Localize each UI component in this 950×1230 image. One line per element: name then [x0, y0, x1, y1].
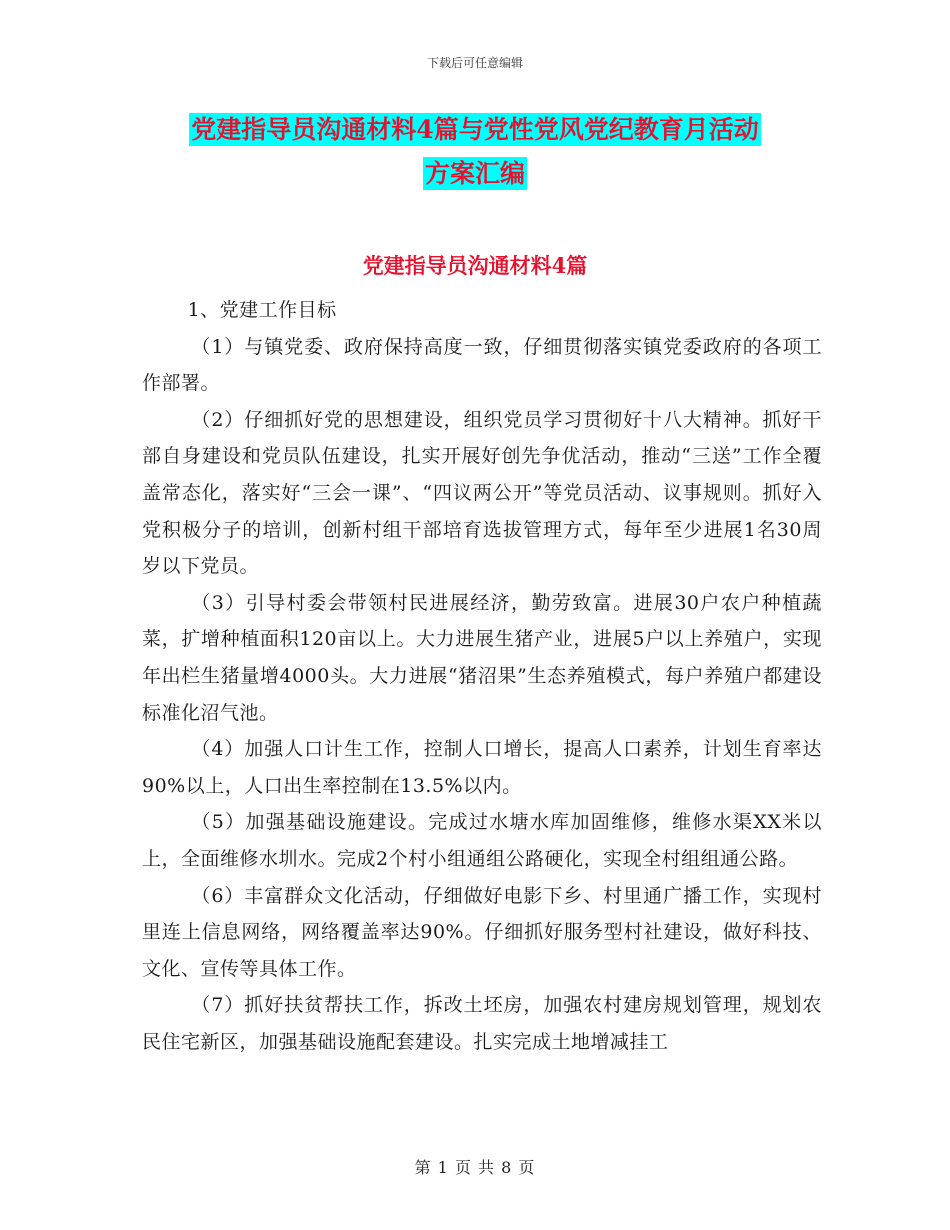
body-paragraph: （4）加强人口计生工作，控制人口增长，提高人口素养，计划生育率达90%以上，人口出生率控制在13.5%以内。 — [142, 738, 822, 797]
page-header-note: 下载后可任意编辑 — [426, 56, 523, 70]
body-paragraph: （2）仔细抓好党的思想建设，组织党员学习贯彻好十八大精神。抓好干部自身建设和党员队伍建设，扎实开展好创先争优活动，推动“三送”工作全覆盖常态化，落实好“三会一课”、“四议两公开”等党员活动、议事规则。抓好入党积极分子的培训，创新村组干部培育选拔管理方式，每年至少进展1名30周岁以下党员。 — [142, 408, 822, 578]
document-title — [0, 108, 950, 196]
body-paragraph: （5）加强基础设施建设。完成过水塘水库加固维修，维修水渠XX米以上，全面维修水圳水。完成2个村小组通组公路硬化，实现全村组组通公路。 — [142, 811, 822, 870]
section-title: 党建指导员沟通材料4篇 — [362, 253, 588, 278]
document-title-line1: 党建指导员沟通材料4篇与党性党风党纪教育月活动 — [191, 115, 759, 144]
document-body — [142, 292, 822, 1060]
body-paragraph: （1）与镇党委、政府保持高度一致，仔细贯彻落实镇党委政府的各项工作部署。 — [142, 335, 822, 395]
page-number-footer: 第 1 页 共 8 页 — [414, 1158, 536, 1177]
body-heading: 1、党建工作目标 — [187, 299, 337, 321]
document-title-line2: 方案汇编 — [424, 159, 525, 188]
body-paragraph: （7）抓好扶贫帮扶工作，拆改土坯房，加强农村建房规划管理，规划农民住宅新区，加强基础设施配套建设。扎实完成土地增减挂工 — [142, 994, 822, 1053]
body-paragraph: （6）丰富群众文化活动，仔细做好电影下乡、村里通广播工作，实现村里连上信息网络，网络覆盖率达90%。仔细抓好服务型村社建设，做好科技、文化、宣传等具体工作。 — [142, 884, 822, 980]
body-paragraph: （3）引导村委会带领村民进展经济，勤劳致富。进展30户农户种植蔬菜，扩增种植面积120亩以上。大力进展生猪产业，进展5户以上养殖户，实现年出栏生猪量增4000头。大力进展“猪沼果”生态养殖模式，每户养殖户都建设标准化沼气池。 — [142, 591, 822, 724]
